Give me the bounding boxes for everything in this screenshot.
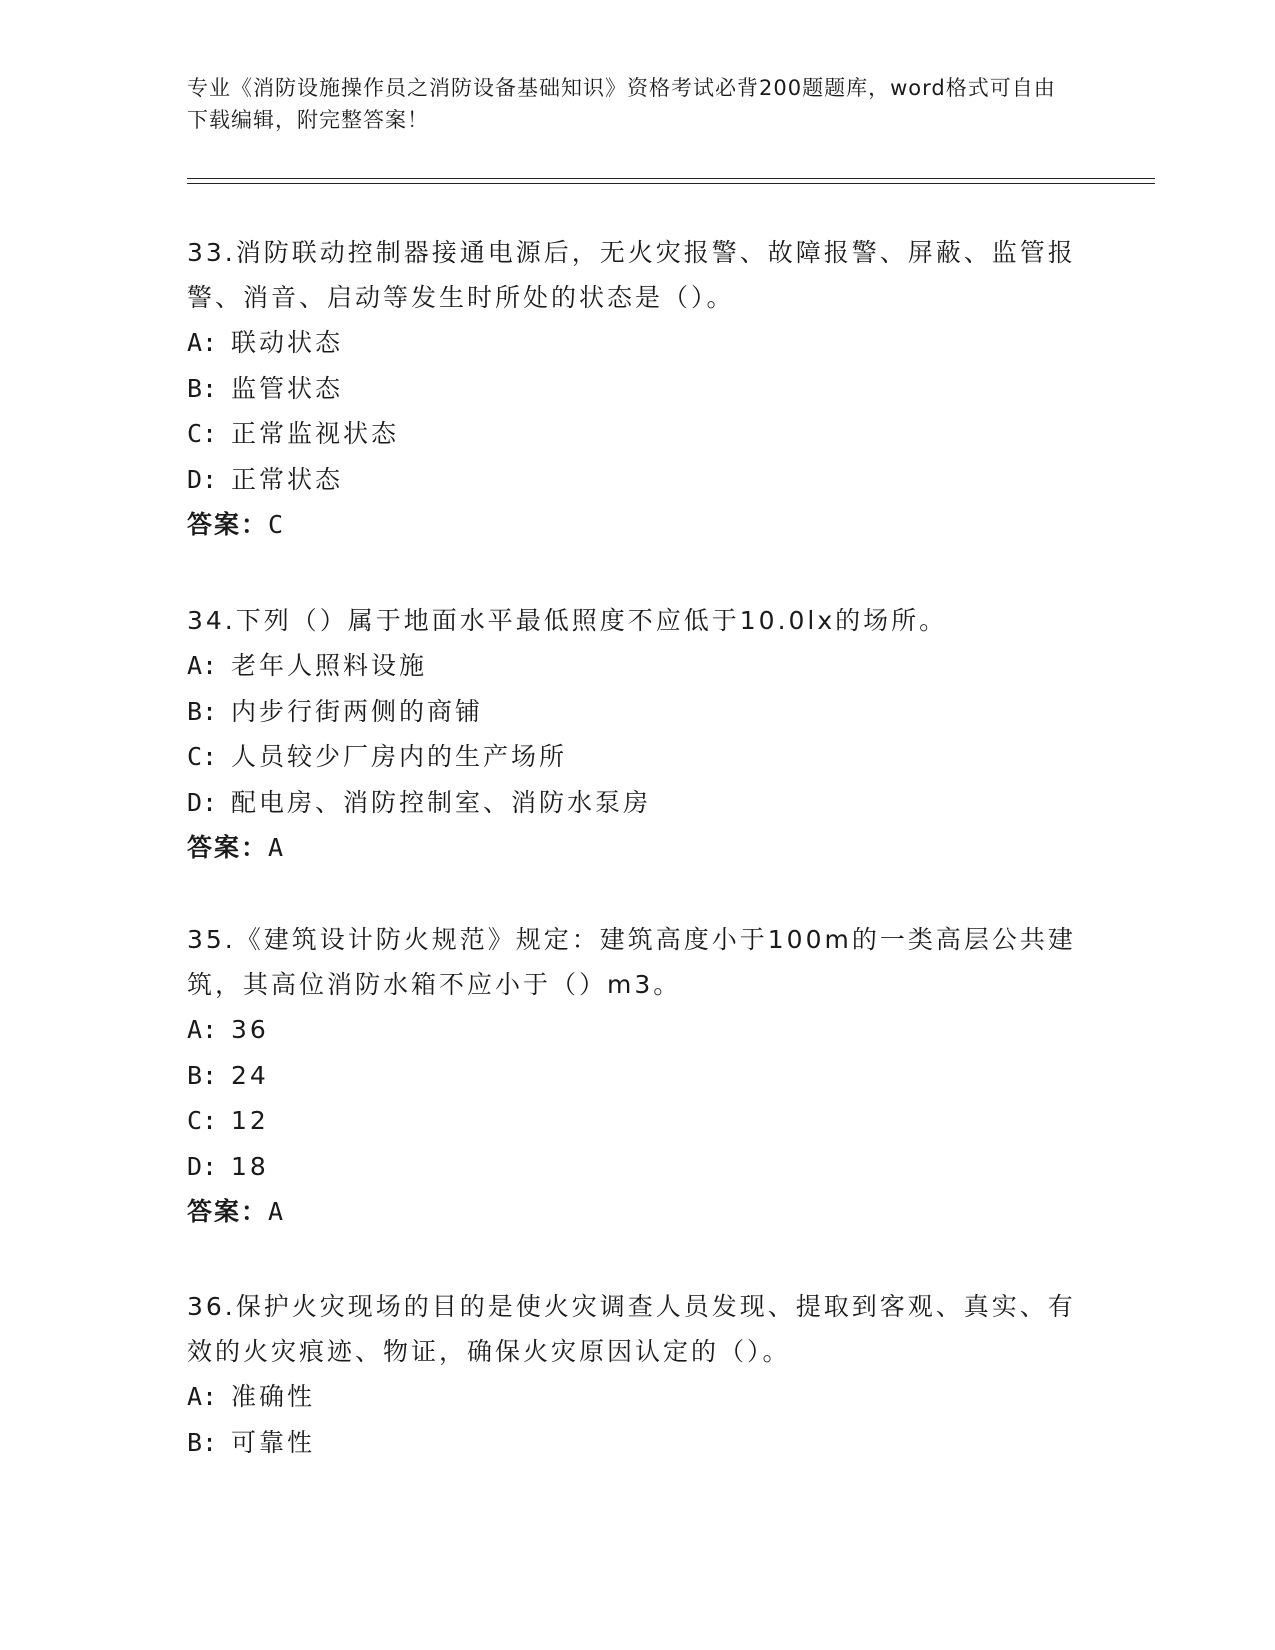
answer-line <box>187 502 1087 548</box>
answer-value: A <box>268 833 285 862</box>
option-text: 24 <box>231 1060 269 1090</box>
option-text: 内步行街两侧的商铺 <box>231 696 484 726</box>
option-key: C: <box>187 742 218 771</box>
option-b <box>187 366 1087 412</box>
question-35 <box>187 917 1087 1235</box>
document-header: 专业《消防设施操作员之消防设备基础知识》资格考试必背200题题库，word格式可自由下载编辑，附完整答案！ <box>187 76 1056 132</box>
option-text: 配电房、消防控制室、消防水泵房 <box>231 787 652 817</box>
question-34 <box>187 598 1087 871</box>
option-key: A: <box>187 1015 218 1044</box>
option-d <box>187 1144 1087 1190</box>
option-key: B: <box>187 1060 218 1090</box>
answer-value: A <box>268 1197 285 1226</box>
option-c <box>187 411 1087 457</box>
answer-label: 答案： <box>187 833 269 862</box>
option-text: 准确性 <box>231 1382 316 1411</box>
option-b <box>187 689 1087 735</box>
option-key: B: <box>187 373 218 403</box>
option-b <box>187 1420 1087 1466</box>
answer-line <box>187 1189 1087 1235</box>
option-text: 正常状态 <box>231 464 344 494</box>
question-33 <box>187 230 1087 548</box>
option-a <box>187 1007 1087 1053</box>
option-text: 监管状态 <box>231 373 344 403</box>
option-key: A: <box>187 328 218 357</box>
option-key: D: <box>187 1151 218 1181</box>
option-d <box>187 780 1087 826</box>
answer-label: 答案： <box>187 1197 269 1226</box>
question-stem: 34.下列（）属于地面水平最低照度不应低于10.0lx的场所。 <box>187 606 948 635</box>
option-text: 12 <box>231 1106 269 1135</box>
option-text: 联动状态 <box>231 328 344 357</box>
option-text: 18 <box>231 1151 269 1181</box>
option-key: D: <box>187 787 218 817</box>
option-key: A: <box>187 651 218 680</box>
option-key: C: <box>187 1106 218 1135</box>
answer-line <box>187 825 1087 871</box>
option-b <box>187 1053 1087 1099</box>
option-text: 老年人照料设施 <box>231 651 428 680</box>
option-c <box>187 734 1087 780</box>
option-c <box>187 1098 1087 1144</box>
question-stem: 35.《建筑设计防火规范》规定：建筑高度小于100m的一类高层公共建筑，其高位消防水箱不应小于（）m3。 <box>187 925 1076 999</box>
option-key: B: <box>187 1427 218 1457</box>
option-text: 36 <box>231 1015 269 1044</box>
question-stem: 33.消防联动控制器接通电源后，无火灾报警、故障报警、屏蔽、监管报警、消音、启动等发生时所处的状态是（）。 <box>187 238 1076 312</box>
header-divider-bottom <box>187 183 1155 184</box>
option-key: C: <box>187 419 218 448</box>
answer-value: C <box>268 510 285 539</box>
option-d <box>187 457 1087 503</box>
option-a <box>187 1374 1087 1420</box>
answer-label: 答案： <box>187 510 269 539</box>
option-text: 正常监视状态 <box>231 419 400 448</box>
question-stem: 36.保护火灾现场的目的是使火灾调查人员发现、提取到客观、真实、有效的火灾痕迹、物证，确保火灾原因认定的（）。 <box>187 1292 1076 1366</box>
option-a <box>187 320 1087 366</box>
option-text: 可靠性 <box>231 1427 316 1457</box>
header-divider-top <box>187 178 1155 179</box>
option-a <box>187 643 1087 689</box>
question-36 <box>187 1284 1087 1465</box>
option-key: D: <box>187 464 218 494</box>
option-key: A: <box>187 1382 218 1411</box>
option-key: B: <box>187 696 218 726</box>
option-text: 人员较少厂房内的生产场所 <box>231 742 568 771</box>
